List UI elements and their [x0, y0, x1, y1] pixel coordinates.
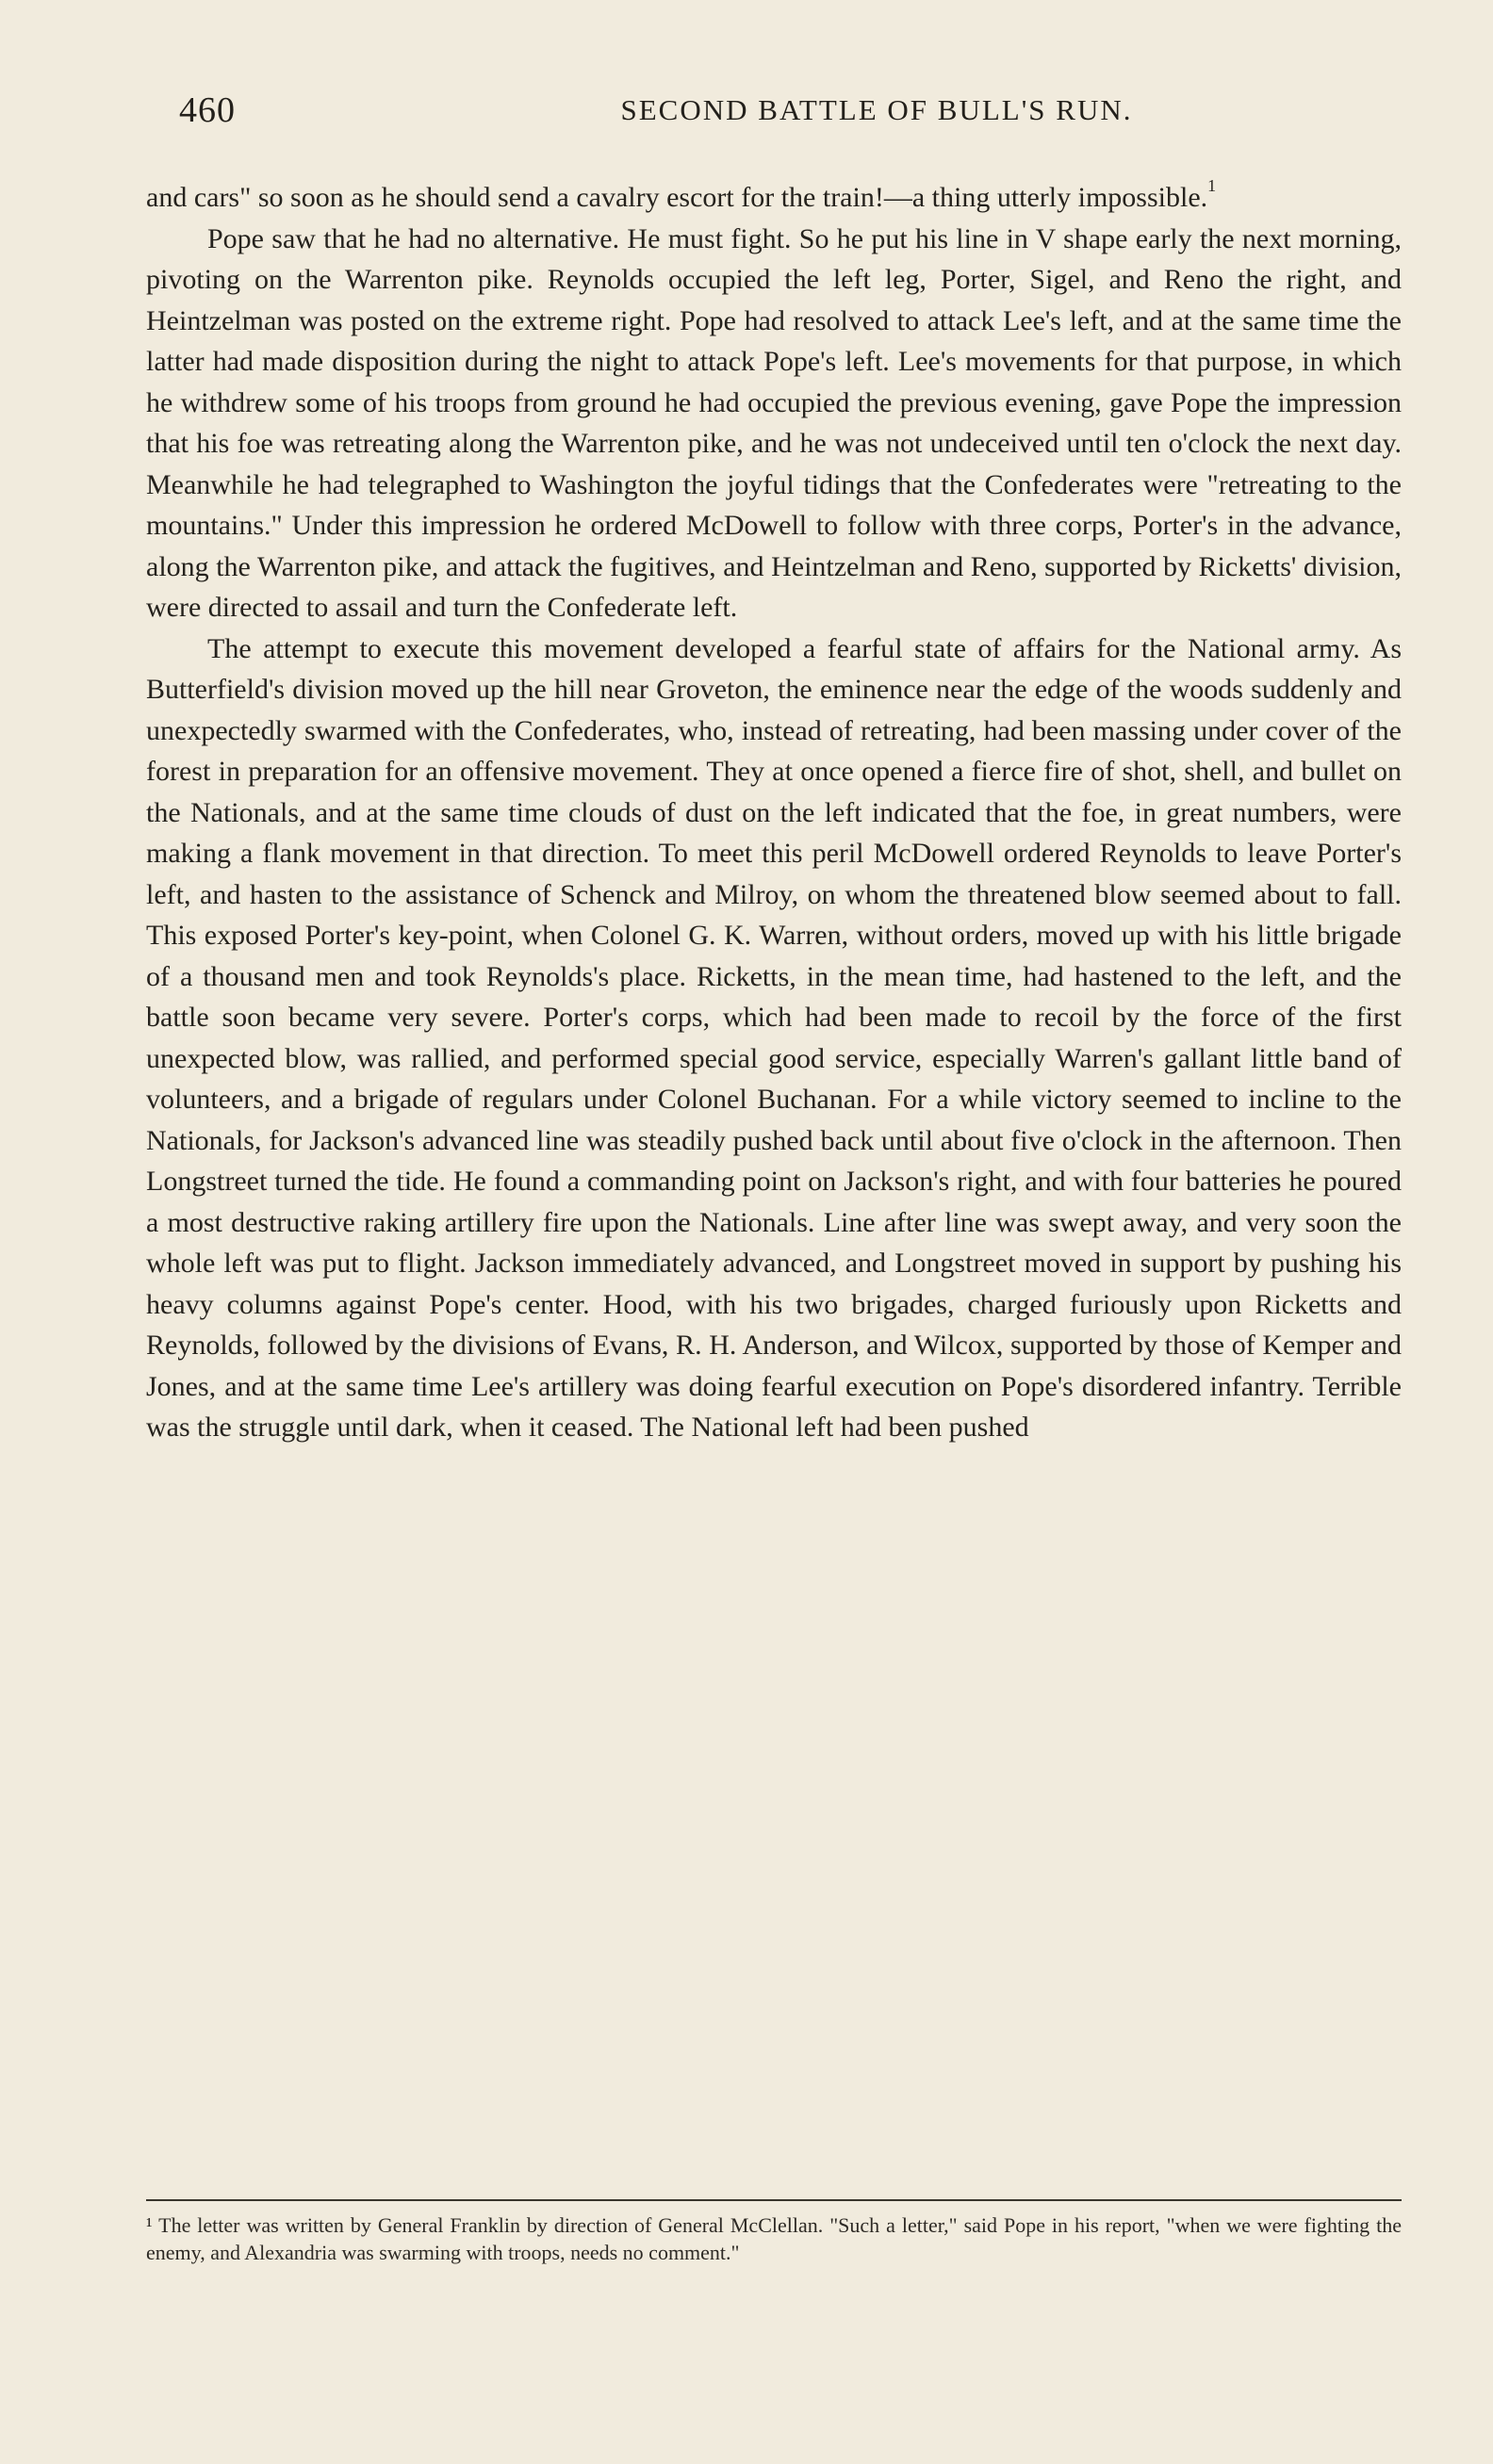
main-text	[146, 177, 1402, 1448]
footnote-divider	[146, 2199, 1402, 2201]
page-number: 460	[179, 90, 236, 130]
paragraph-1-text: and cars" so soon as he should send a cavalry escort for the train!—a thing utterly impossible.	[146, 182, 1208, 213]
page-header	[179, 90, 1404, 137]
paragraph-continued	[146, 177, 1402, 219]
paragraph-3: The attempt to execute this movement developed a fearful state of affairs for the National army. As Butterfield's division moved up the hill near Groveton, the eminence near the edge of the woods suddenly and unexpectedly swarmed with the Confederates, who, instead of retreating, had been massing under cover of the forest in preparation for an offensive movement. They at once opened a fierce fire of shot, shell, and bullet on the Nationals, and at the same time clouds of dust on the left indicated that the foe, in great numbers, were making a flank movement in that direction. To meet this peril McDowell ordered Reynolds to leave Porter's left, and hasten to the assistance of Schenck and Milroy, on whom the threatened blow seemed about to fall. This exposed Porter's key-point, when Colonel G. K. Warren, without orders, moved up with his little brigade of a thousand men and took Reynolds's place. Ricketts, in the mean time, had hastened to the left, and the battle soon became very severe. Porter's corps, which had been made to recoil by the force of the first unexpected blow, was rallied, and performed special good service, especially Warren's gallant little band of volunteers, and a brigade of regulars under Colonel Buchanan. For a while victory seemed to incline to the Nationals, for Jackson's advanced line was steadily pushed back until about five o'clock in the afternoon. Then Longstreet turned the tide. He found a commanding point on Jackson's right, and with four batteries he poured a most destructive raking artillery fire upon the Nationals. Line after line was swept away, and very soon the whole left was put to flight. Jackson immediately advanced, and Longstreet moved in support by pushing his heavy columns against Pope's center. Hood, with his two brigades, charged furiously upon Ricketts and Reynolds, followed by the divisions of Evans, R. H. Anderson, and Wilcox, supported by those of Kemper and Jones, and at the same time Lee's artillery was doing fearful execution on Pope's disordered infantry. Terrible was the struggle until dark, when it ceased. The National left had been pushed	[146, 632, 1402, 1443]
paragraph-2: Pope saw that he had no alternative. He must fight. So he put his line in V shape early the next morning, pivoting on the Warrenton pike. Reynolds occupied the left leg, Porter, Sigel, and Reno the right, and Heintzelman was posted on the extreme right. Pope had resolved to attack Lee's left, and at the same time the latter had made disposition during the night to attack Pope's left. Lee's movements for that purpose, in which he withdrew some of his troops from ground he had occupied the previous evening, gave Pope the impression that his foe was retreating along the Warrenton pike, and he was not undeceived until ten o'clock the next day. Meanwhile he had telegraphed to Washington the joyful tidings that the Confederates were "retreating to the mountains." Under this impression he ordered McDowell to follow with three corps, Porter's in the advance, along the Warrenton pike, and attack the fugitives, and Heintzelman and Reno, supported by Ricketts' division, were directed to assail and turn the Confederate left.	[146, 222, 1402, 623]
footnote-reference: 1	[1207, 176, 1217, 195]
running-title: SECOND BATTLE OF BULL'S RUN.	[620, 93, 1133, 126]
footnote: ¹ The letter was written by General Franklin by direction of General McClellan. "Such a letter," said Pope in his report, "when we were fighting the enemy, and Alexandria was swarming with troops, needs no comment."	[146, 2213, 1402, 2264]
